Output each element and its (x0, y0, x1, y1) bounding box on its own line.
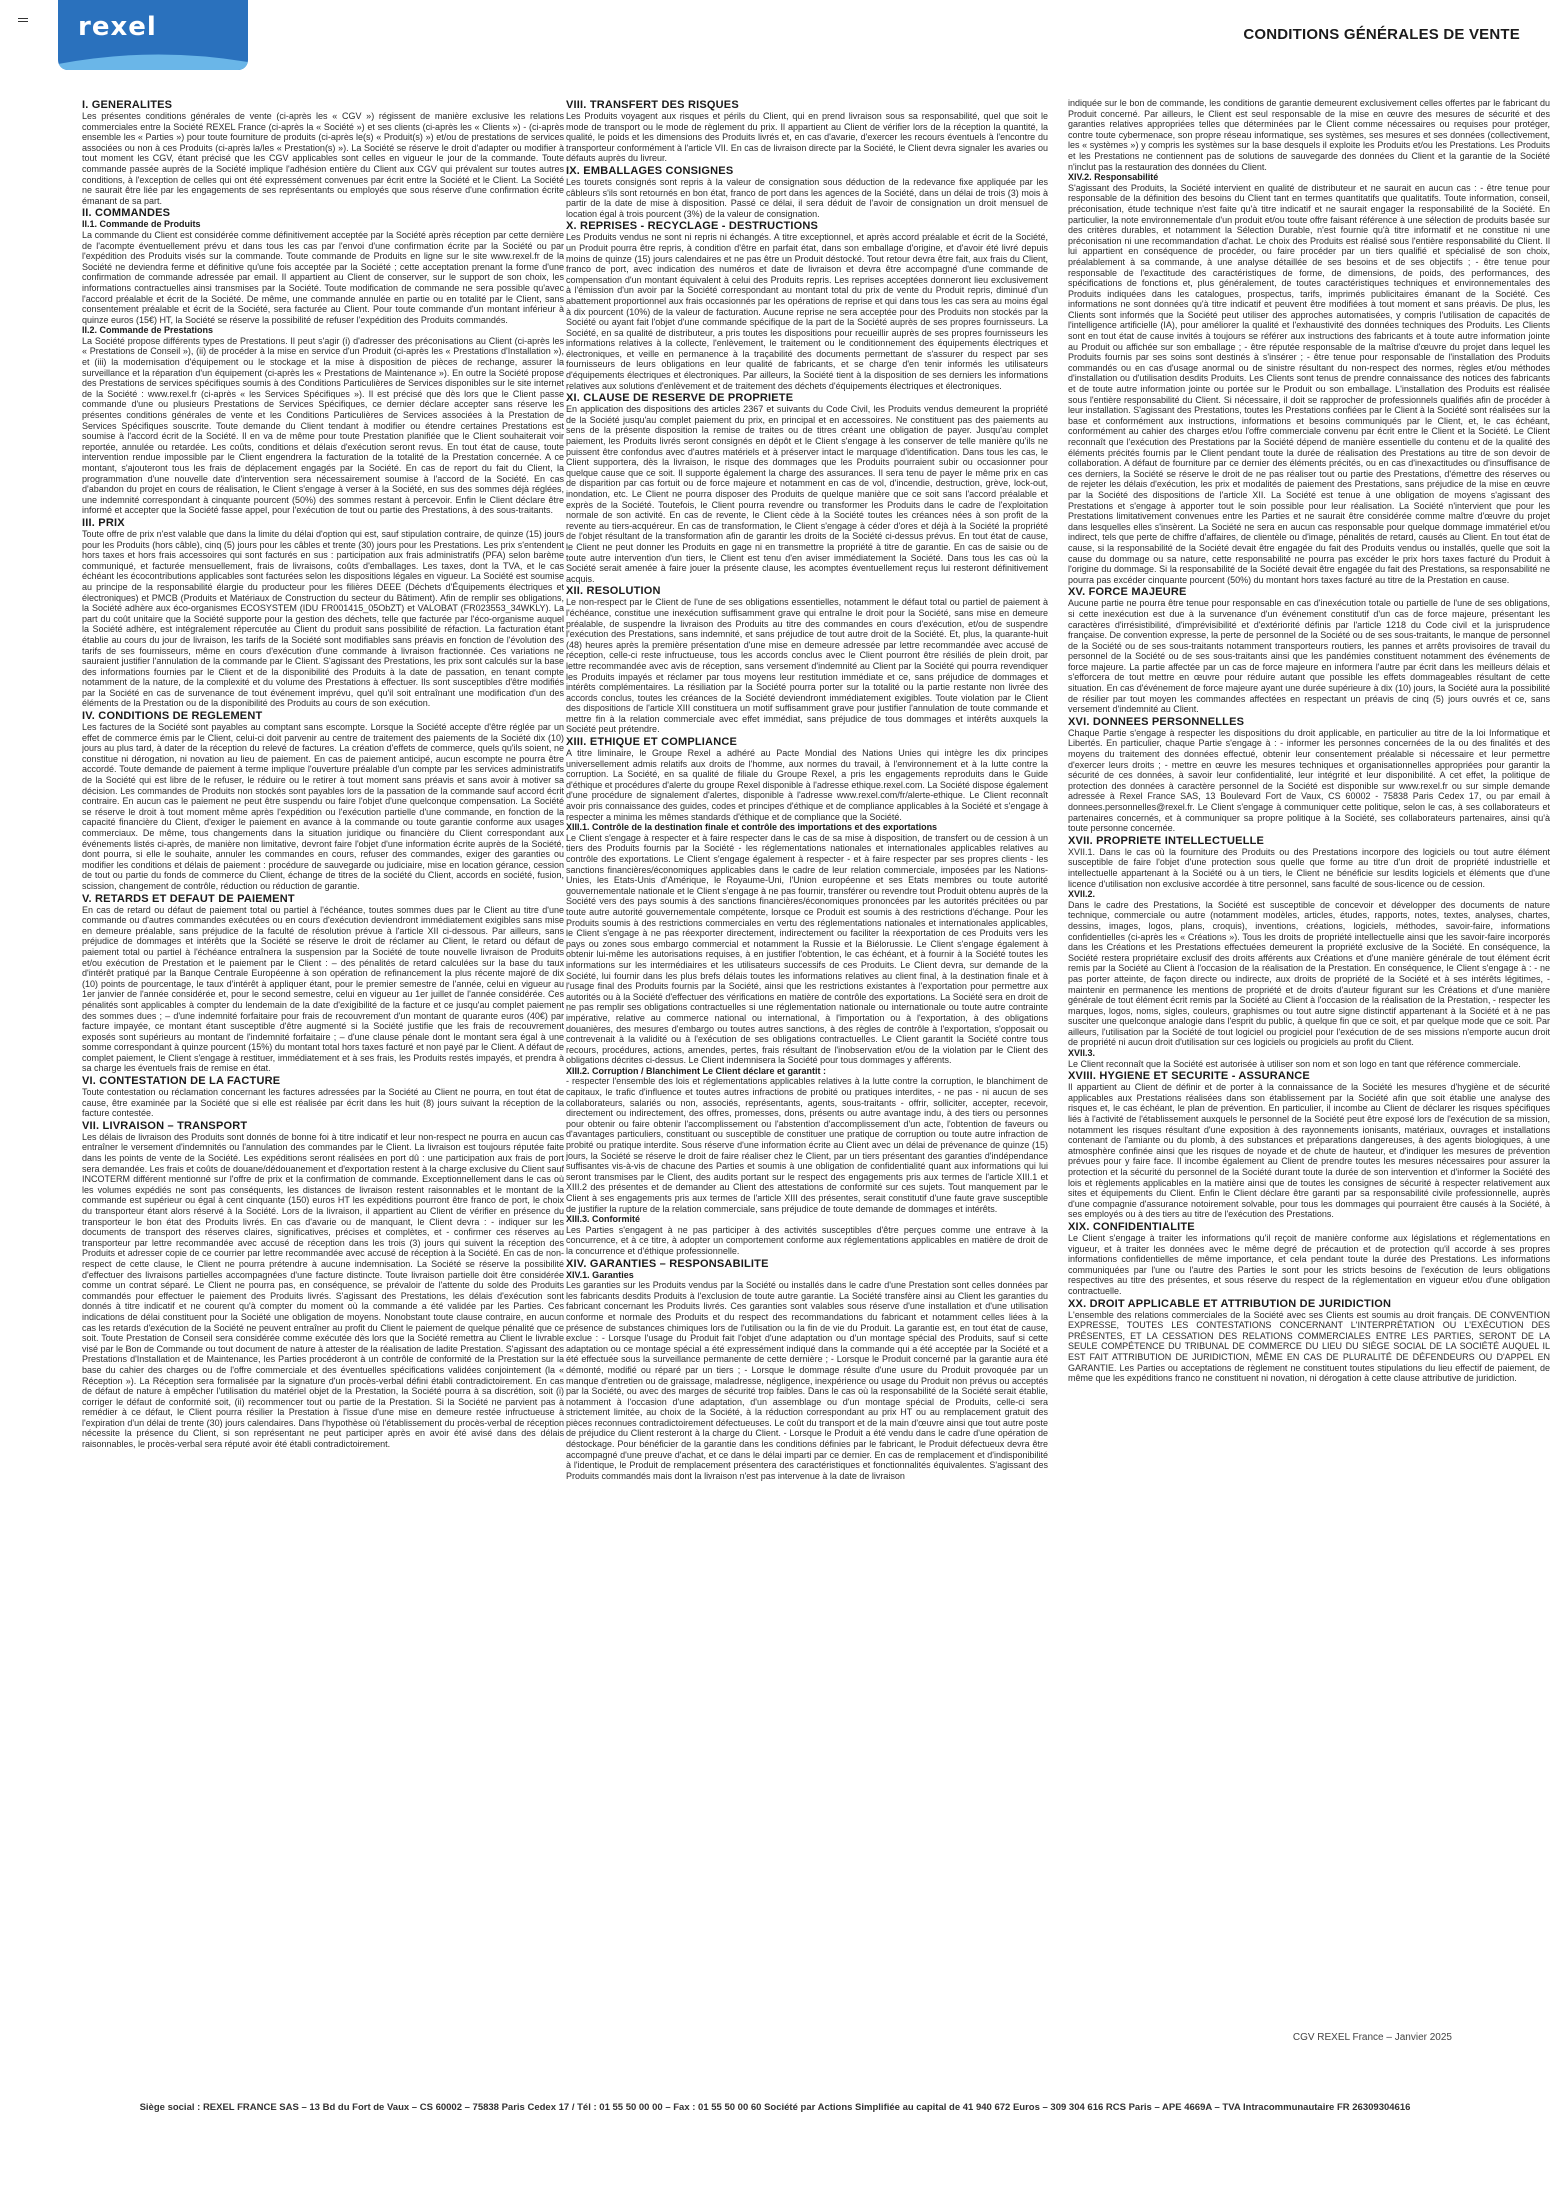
column-2 (566, 98, 1048, 2045)
section-heading: VII. LIVRAISON – TRANSPORT (82, 1119, 248, 1132)
menu-icon (18, 18, 28, 24)
subsection-heading: XIII.1. Contrôle de la destination finale et contrôle des importations et des exportations (566, 822, 938, 833)
subsection-heading: XIV.2. Responsabilité (1068, 172, 1159, 183)
paragraph: Les présentes conditions générales de vente (ci-après les « CGV ») régissent de manière exclusive les relations commerciales entre la Société REXEL France (ci-après la « Société ») et ses clients (ci-après les « Clients ») - (ci-après ensemble les « Parties ») pour toute fourniture de produits (ci-après le(s) « Produit(s) ») et/ou de prestations de services associées ou non à ces Produits (ci-après la/les « Prestation(s) »). La Société se réserve le droit d'adapter ou modifier à tout moment les CGV, étant précisé que les CGV applicables sont celles en vigueur le jour de la commande. Toute commande passée auprès de la Société implique l'adhésion entière du Client aux CGV qui prévalent sur toutes autres conditions, à l'exception de celles qui ont été expressément convenues par écrit entre la Société et le Client. La Société ne saurait être liée par les engagements de ses représentants ou employés que sous réserve d'une confirmation écrite émanant de sa part. (82, 111, 564, 206)
section-heading: XIX. CONFIDENTIALITE (1068, 1220, 1195, 1233)
paragraph: Les factures de la Société sont payables au comptant sans escompte. Lorsque la Société accepte d'être réglée par un effet de commerce émis par le Client, celui-ci doit parvenir au centre de traitement des paiements de la Société dix (10) jours au plus tard, à dater de la réception du relevé de factures. La création d'effets de commerce, quels qu'ils soient, ne constitue ni dérogation, ni novation au lieu de paiement. En cas de paiement anticipé, aucun escompte ne pourra être accordé. Toute demande de paiement à terme implique l'ouverture préalable d'un compte par les services administratifs de la Société qui est libre de le refuser, le réduire ou le retirer à tout moment sans préavis et sans avoir à motiver sa décision. Les commandes de Produits non stockés sont payables lors de la passation de la commande sauf accord écrit contraire. En aucun cas le paiement ne peut être suspendu ou faire l'objet d'une quelconque compensation. La Société se réserve le droit à tout moment même après l'expédition ou l'exécution partielle d'une commande, en fonction de la capacité financière du Client, d'exiger le paiement en avance à la commande ou toute garantie conforme aux usages commerciaux. De même, tous changements dans la situation juridique ou financière du Client correspondant aux événements listés ci-après, de manière non limitative, devront faire l'objet d'une information écrite auprès de la Société, dont pourra, si elle le souhaite, annuler les commandes en cours, refuser des commandes, exiger des garanties ou modifier les conditions et délais de paiement : procédure de sauvegarde ou judiciaire, mise en location gérance, cession de tout ou partie du fonds de commerce du Client, échange de titres de la société du Client, accords en société, fusion, scission, changement de contrôle, réduction ou réduction de garantie. (82, 722, 564, 891)
section-heading: XVI. DONNEES PERSONNELLES (1068, 715, 1245, 728)
section-heading: XIII. ETHIQUE ET COMPLIANCE (566, 736, 738, 749)
column-1 (82, 98, 564, 2045)
paragraph: XVII.1. Dans le cas où la fourniture des Produits ou des Prestations incorpore des logiciels ou tout autre élément susceptible de faire l'objet d'une protection sous quelle que forme au titre d'un droit de propriété industrielle et intellectuelle appartenant à la Société ou à un tiers, le Client ne bénéficie sur lesdits logiciels et éléments que d'une licence d'utilisation non exclusive accordée à titre personnel, sans faculté de sous-licence ou de cession. (1068, 846, 1550, 889)
paragraph: A titre liminaire, le Groupe Rexel a adhéré au Pacte Mondial des Nations Unies qui intègre les dix principes universellement admis relatifs aux droits de l'homme, aux normes du travail, à l'environnement et à la lutte contre la corruption. La Société, en sa qualité de filiale du Groupe Rexel, a pris les engagements reproduits dans le Guide d'éthique et procédures d'alerte du groupe Rexel disponible à l'adresse ethique.rexel.com. La Société dispose également d'une procédure de signalement d'alertes, disponible à l'adresse www.rexel.com/fr/alerte-ethique. Le Client reconnaît avoir pris connaissance des guides, codes et principes d'éthique et de compliance applicables à la Société et s'engage à respecter a minima les mêmes standards d'éthique et de compliance que la Société. (566, 748, 1048, 822)
paragraph: - respecter l'ensemble des lois et réglementations applicables relatives à la lutte contre la corruption, le blanchiment de capitaux, le trafic d'influence et toutes autres infractions de probité ou pratiques interdites, - ne pas - ni aucun de ses collaborateurs, salariés ou non, associés, représentants, agents, sous-traitants - offrir, solliciter, accepter, recevoir, directement ou indirectement, des offres, promesses, dons, présents ou autre avantage indu, à des tiers ou personnes pour obtenir ou faire obtenir l'accomplissement ou l'abstention d'accomplissement d'un acte, l'obtention de faveurs ou d'avantages particuliers, constituant ou susceptible de constituer une pratique de corruption ou toute autre infraction de probité ou pratique interdite. Sous réserve d'une information écrite au Client avec un délai de prévenance de quinze (15) jours, la Société se réserve le droit de faire réaliser chez le Client, par un tiers présentant des garanties d'indépendance suffisantes vis-à-vis de chacune des Parties et soumis à une obligation de confidentialité quant aux informations qui lui seront transmises par le Client, des audits portant sur le respect des engagements pris aux termes de l'article XIII.1 et XIII.2 des présentes et de demander au Client des attestations de conformité sur ces sujets. Tout manquement par le Client à ses engagements pris aux termes de l'article XIII des présentes, serait constitutif d'une faute grave susceptible de justifier la rupture de la relation commerciale, sans préjudice de toute demande de dommages et intérêts. (566, 1076, 1048, 1214)
subsection-heading: II.1. Commande de Produits (82, 219, 201, 230)
document-version: CGV REXEL France – Janvier 2025 (1292, 2032, 1452, 2043)
rexel-logo[interactable] (58, 0, 248, 70)
paragraph: En cas de retard ou défaut de paiement total ou partiel à l'échéance, toutes sommes dues par le Client au titre d'une commande ou d'autres commandes exécutées ou en cours d'exécution deviendront immédiatement exigibles sans mise en demeure préalable, sans préjudice de la faculté de résolution prévue à l'article XII ci-dessous. Par ailleurs, sans préjudice de dommages et intérêts que la Société se réserve le droit de réclamer au Client, le retard ou défaut de paiement total ou partiel à l'échéance entraînera la suspension par la Société de toute nouvelle livraison de Produits et/ou exécution de Prestation et le paiement par le Client : – des pénalités de retard calculées sur la base du taux d'intérêt pratiqué par la Banque Centrale Européenne à son opération de refinancement la plus récente majoré de dix (10) points de pourcentage, le taux d'intérêt à appliquer étant, pour le premier semestre de l'année, celui en vigueur au 1er janvier de l'année considérée et, pour le second semestre, celui en vigueur au 1er juillet de l'année considérée. Ces pénalités sont applicables à compter du lendemain de la date d'exigibilité de la facture et ce jusqu'au complet paiement des sommes dues ; – d'une indemnité forfaitaire pour frais de recouvrement d'un montant de quarante euros (40€) par facture impayée, ce montant étant susceptible d'être augmenté si la Société justifie que les frais de recouvrement exposés sont supérieurs au montant de l'indemnité forfaitaire ; – d'une clause pénale dont le montant sera égal à une somme correspondant à quinze pourcent (15%) du montant total hors taxes facturé et non payé par le Client. A défaut de complet paiement, le Client s'engage à restituer, immédiatement et à ses frais, les Produits restés impayés, et prendra à sa charge les éventuels frais de remise en état. (82, 904, 564, 1074)
paragraph: L'ensemble des relations commerciales de la Société avec ses Clients est soumis au droit français. DE CONVENTION EXPRESSE, TOUTES LES CONTESTATIONS CONCERNANT L'INTERPRÉTATION OU L'EXÉCUTION DES PRÉSENTES, ET LA CESSATION DES RELATIONS COMMERCIALES ENTRE LES PARTIES, SERONT DE LA SEULE COMPÉTENCE DU TRIBUNAL DE COMMERCE DU LIEU DU SIÈGE SOCIAL DE LA SOCIÉTÉ AUQUEL IL EST FAIT ATTRIBUTION DE JURIDICTION, MÊME EN CAS DE PLURALITÉ DE DÉFENDEURS OU D'APPEL EN GARANTIE. Les Parties ou acceptations de règlement ne constituent toutes stipulations du lieu effectif de paiement, de même que les expéditions franco ne constituent ni novation, ni dérogation à cette clause attributive de juridiction. (1068, 1309, 1550, 1384)
section-heading: V. RETARDS ET DEFAUT DE PAIEMENT (82, 892, 295, 905)
document-title: CONDITIONS GÉNÉRALES DE VENTE (1243, 26, 1520, 43)
column-3 (1068, 98, 1550, 2045)
section-heading: XI. CLAUSE DE RESERVE DE PROPRIETE (566, 392, 794, 405)
paragraph: Les délais de livraison des Produits sont donnés de bonne foi à titre indicatif et leur non-respect ne pourra en aucun cas entraîner le versement d'indemnités ou l'annulation des commandes par le Client. La livraison est toujours réputée faite dans les points de vente de la Société. Les expéditions seront réalisées en port dû : une participation aux frais de port sera demandée. Les frais et coûts de douane/dédouanement et d'exportation restent à la charge exclusive du Client sauf INCOTERM différent mentionné sur l'offre de prix et la confirmation de commande. Exceptionnellement dans le cas où les volumes expédiés ne sont pas conséquents, les distances de livraison restent raisonnables et le montant de la commande est supérieur ou égal à cent cinquante (150) euros HT les expéditions pourront être franco de port, le choix du transporteur étant alors réservé à la Société. Lors de la livraison, il appartient au Client de vérifier en présence du transporteur le bon état des Produits livrés. En cas d'avarie ou de manquant, le Client devra : - indiquer sur les documents de transport des réserves claires, significatives, précises et complètes, et - confirmer ces réserves au transporteur par lettre recommandée avec accusé de réception dans les trois (3) jours qui suivent la réception des Produits et adresser copie de ce courrier par lettre recommandée avec accusé de réception à la Société. En cas de non-respect de cette clause, le Client ne pourra prétendre à aucune indemnisation. La Société se réserve la possibilité d'effectuer des livraisons partielles accompagnées d'une facture distincte. Toute livraison partielle doit être considérée comme un contrat séparé. Le Client ne pourra pas, en conséquence, se prévaloir de l'attente du solde des Produits commandés pour effectuer le paiement des Produits livrés. S'agissant des Prestations, les délais d'exécution sont donnés à titre indicatif et ne courent qu'à compter du moment où la commande a été validée par les Parties. Ces indications de délai constituent pour la Société une obligation de moyens. Nonobstant toute clause contraire, en aucun cas les retards d'exécution de la Société ne peuvent entraîner au profit du Client le paiement de quelque pénalité que ce soit. Toute Prestation de Conseil sera considérée comme exécutée dès lors que la Société remettra au Client le livrable visé par le Bon de Commande ou tout document de nature à attester de la réalisation de ladite Prestation. S'agissant des Prestations d'Installation et de Maintenance, les Parties procéderont à un contrôle de conformité de la Prestation sur la base du cahier des charges ou de l'offre commerciale et des éventuelles spécifications validées conjointement (la « Réception »). La Réception sera formalisée par la signature d'un procès-verbal défini établi contradictoirement. En cas de défaut de nature à empêcher l'utilisation du matériel objet de la Prestation, la Société pourra à sa discrétion, soit (i) corriger le défaut de conformité soit, (ii) recommencer tout ou partie de la Prestation. Si la Société ne parvient pas à remédier à ce défaut, le Client pourra résilier la Prestation à l'issue d'une mise en demeure restée infructueuse à l'expiration d'un délai de trente (30) jours calendaires. Dans l'hypothèse où l'établissement du procès-verbal de réception nécessite la présence du Client, si son représentant ne peut participer après en avoir été avisé dans des délais raisonnables, le procès-verbal sera réputé avoir été établi contradictoirement. (82, 1131, 564, 1450)
section-heading: II. COMMANDES (82, 207, 171, 220)
paragraph: La Société propose différents types de Prestations. Il peut s'agir (i) d'adresser des préconisations au Client (ci-après les « Prestations de Conseil »), (ii) de procéder à la mise en service d'un Produit (ci-après les « Prestations d'Installation »), et (iii) la modernisation d'équipement ou le stockage et la mise à disposition de pièces de rechange, assurer la surveillance et la réparation d'un équipement (ci-après les « Prestations de Maintenance »). En outre la Société propose des Prestations de services spécifiques soumis à des Conditions Particulières de Services disponibles sur le site internet de la Société : www.rexel.fr (ci-après « les Services Spécifiques »). Il est précisé que dès lors que le Client passe commande d'une ou plusieurs Prestations de Services Spécifiques, ce dernier déclare accepter sans réserve les présentes conditions générales de vente et les Conditions Particulières de Services associées à la Prestation de Services Spécifiques souscrite. Toute demande du Client tendant à modifier ou étendre certaines Prestations est soumise à l'accord écrit de la Société. Il en va de même pour toute Prestation planifiée que le Client souhaiterait voir reportée, annulée ou retardée. Les coûts, conditions et délais d'exécution seront revus. En tout état de cause, toute intervention rendue impossible par le Client engendrera la facturation de la totalité de la Prestation concernée. A ce montant, s'ajouteront tous les frais de déplacement engagés par la Société. En cas de report du fait du Client, la programmation d'une nouvelle date d'intervention sera nécessairement soumise à l'accord de la Société. En cas d'abandon du projet en cours de réalisation, le Client s'engage à verser à la Société, en sus des sommes déjà réglées, une indemnité correspondant à cinquante pourcent (50%) des sommes restant à percevoir. Enfin le Client déclare être informé et accepter que la Société fasse appel, pour l'exécution de tout ou partie des Prestations, à des sous-traitants. (82, 335, 564, 516)
paragraph: La commande du Client est considérée comme définitivement acceptée par la Société après réception par cette dernière de l'acompte éventuellement prévu et dans tous les cas par l'envoi d'une confirmation écrite par la Société ou par l'expédition des Produits visés sur la commande. Toute commande de Produits en ligne sur le site www.rexel.fr de la Société ne deviendra ferme et définitive qu'une fois acceptée par la Société ; cette acceptation prenant la forme d'une confirmation de commande adressée par email. Il appartient au Client de conserver, sur le support de son choix, les informations contractuelles ainsi transmises par la Société. Toute modification de commande ne sera possible qu'avec l'accord préalable et écrit de la Société. De même, une commande annulée en partie ou en totalité par le Client, sans consentement préalable et écrit de la Société, sera facturée au Client. Pour toute commande d'un montant inférieur à quinze euros (15€) HT, la Société se réserve la possibilité de refuser l'expédition des Produits commandés. (82, 229, 564, 325)
logo-wordmark: rexel (78, 12, 157, 42)
section-heading: XV. FORCE MAJEURE (1068, 586, 1187, 599)
section-heading: VI. CONTESTATION DE LA FACTURE (82, 1075, 281, 1088)
paragraph: indiquée sur le bon de commande, les conditions de garantie demeurent exclusivement celles offertes par le fabricant du Produit concerné. Par ailleurs, le Client est seul responsable de la mise en œuvre des mesures de sécurité et des garanties relatives appropriées telles que déterminées par le Client comme nécessaires ou requises pour protéger, contre toute cybermenace, son propre réseau informatique, ses systèmes, ses mesures et ses données (collectivement, les « systèmes ») y compris les systèmes sur la base desquels il exploite les Produits et/ou les Prestations. Les Produits et les Prestations ne contiennent pas de solutions de sauvegarde des données du Client et la garantie de la Société n'inclut pas la restauration des données du Client. (1068, 98, 1550, 172)
subsection-heading: XIII.2. Corruption / Blanchiment Le Client déclare et garantit : (566, 1065, 827, 1076)
paragraph: Les tourets consignés sont repris à la valeur de consignation sous déduction de la redevance fixe appliquée par les câbleurs s'ils sont retournés en bon état, franco de port dans les agences de la Société, dans un délai de trois (3) mois à partir de la date de mise à disposition. Passé ce délai, il sera déduit de l'avoir de consignation un droit mensuel de location égal à trois pourcent (3%) de la valeur de consignation. (566, 176, 1048, 219)
subsection-heading: XVII.2. (1068, 889, 1096, 900)
subsection-heading: II.2. Commande de Prestations (82, 325, 214, 336)
section-heading: XII. RESOLUTION (566, 585, 661, 598)
paragraph: Il appartient au Client de définir et de porter à la connaissance de la Société les mesures d'hygiène et de sécurité applicables aux Prestations réalisées dans son établissement par la Société afin que soit établie une analyse des risques et, le cas échéant, le plan de prévention. En particulier, il incombe au Client de déclarer les risques spécifiques liés à l'activité de l'établissement auxquels le personnel de la Société peut être exposé lors de l'exécution de sa mission, notamment les risques résultant d'une exposition à des rayonnements ionisants, matériaux, ouvrages et installations contenant de l'amiante ou du plomb, à des substances et préparations dangereuses, à des agents biologiques, à une atmosphère confinée ainsi que les risques de noyade et de chute de hauteur, et d'indiquer les mesures de prévention prévues pour y faire face. Il incombe également au Client de prendre toutes les mesures nécessaires pour assurer la protection et la sécurité du personnel de la Société durant toute la durée de son intervention et d'informer la Société des lois et règlements applicables en la matière ainsi que de toutes les consignes de sécurité à respecter relativement aux sites et équipements du Client. Enfin le Client déclare être garanti par sa responsabilité civile professionnelle, auprès d'une compagnie d'assurance notoirement solvable, pour tous les dommages qui pourraient être causés à la Société, à ses employés ou à des tiers au titre de l'exécution des Prestations. (1068, 1082, 1550, 1220)
paragraph: Les Produits vendus ne sont ni repris ni échangés. A titre exceptionnel, et après accord préalable et écrit de la Société, un Produit pourra être repris, à condition d'être en parfait état, dans son emballage d'origine, et d'avoir été livré depuis moins de quinze (15) jours calendaires et ne pas être un Produit déstocké. Tout retour devra être fait, aux frais du Client, franco de port, avec indication des numéros et date de livraison et devra être accompagné d'une commande de compensation d'un montant équivalent à celui des Produits repris. Les reprises acceptées donneront lieu exclusivement à l'émission d'un avoir par la Société correspondant au montant total du prix de vente du Produit repris, diminué d'un abattement proportionnel aux frais occasionnés par les opérations de reprise et qui dans tous les cas sera au moins égal à dix pourcent (10%) de la valeur de facturation. Aucune reprise ne sera acceptée pour des Produits non stockés par la Société ou ayant fait l'objet d'une commande spécifique de la part de la Société auprès de ses propres fournisseurs. La Société, en sa qualité de distributeur, a pris toutes les dispositions pour recueillir auprès de ses propres fournisseurs les informations relatives à la collecte, l'enlèvement, le traitement ou le conditionnement des équipements électriques et électroniques, et veille en permanence à la traçabilité des documents permettant de s'assurer du respect par ses fournisseurs de leurs obligations en leur qualité de fabricants, et se charge d'en tenir informés les utilisateurs d'équipements électriques et électroniques. Par ailleurs, la Société tient à la disposition de ses derniers les informations relatives aux solutions d'enlèvement et de traitement des déchets d'équipements électriques et électroniques. (566, 232, 1048, 391)
paragraph: Le Client s'engage à respecter et à faire respecter dans le cas de sa mise à disposition, de transfert ou de cession à un tiers des Produits fournis par la Société - les réglementations nationales et internationales applicables relatives au contrôle des exportations. Le Client s'engage également à respecter - et à faire respecter par ses propres clients - les sanctions financières/économiques applicables dans le cadre de leur relation commerciale, imposées par les Nations-Unies, les Etats-Unis d'Amérique, le Royaume-Uni, l'Union européenne et ses Etats membres ou toute autorité gouvernementale nationale et le Client s'engage à ne pas fournir, transférer ou revendre tout Produit obtenu auprès de la Société vers des pays soumis à des sanctions financières/économiques prononcées par les autorités précitées ou par toute autre autorité gouvernementale compétente, lorsque ce Produit est soumis à des restrictions d'échange. Pour les Produits soumis à des restrictions commerciales en vertu des réglementations nationales et internationales applicables, le Client s'engage à ne pas réexporter directement, indirectement ou faciliter la réexportation de ces Produits vers les pays ou zones sous embargo commercial et notamment la Russie et la Biélorussie. Le Client s'engage également à obtenir lui-même les autorisations requises, à en justifier l'obtention, le cas échéant, et à fournir à la Société toutes les informations sur les intermédiaires et les utilisateurs successifs de ces Produits. Le Client devra, sur demande de la Société, lui fournir dans les plus brefs délais toutes les informations relatives au client final, à la destination finale et à l'usage final des Produits fournis par la Société, ainsi que les restrictions existantes à l'exportation pour permettre aux autorités ou à la Société d'effectuer des vérifications en matière de contrôle des exportations. La Société sera en droit de ne pas remplir ses obligations contractuelles si une réglementation nationale ou internationale ou toute autre contrainte impérative, relative au commerce national ou international, à l'importation ou à l'exportation, à des obligations douanières, des mesures d'embargo ou toutes autres sanctions, à des règles de contrôle à l'exportation, s'opposait ou contrevenait à la validité ou à l'exécution de ses obligations contractuelles. Le Client garantit la Société contre tous recours, procédures, actions, amendes, pertes, frais résultant de l'inobservation et/ou de la violation par le Client des obligations décrites ci-dessus. Le Client indemnisera la Société pour tous dommages y afférents. (566, 832, 1048, 1066)
section-heading: X. REPRISES - RECYCLAGE - DESTRUCTIONS (566, 220, 819, 233)
paragraph: Le Client reconnaît que la Société est autorisée à utiliser son nom et son logo en tant que référence commerciale. (1068, 1058, 1521, 1069)
paragraph: S'agissant des Produits, la Société intervient en qualité de distributeur et ne saurait en aucun cas : - être tenue pour responsable de la définition des besoins du Client tant en termes quantitatifs que qualitatifs. Toute information, conseil, préconisation, étude technique n'est faite qu'à titre indicatif et ne saurait engager la responsabilité de la Société. En particulier, la note environnementale d'un produit et/ou toute offre faisant référence à une sélection de produits basée sur des critères durables, et notamment la Sélection Durable, n'est fournie qu'à titre informatif et ne constitue ni une préconisation ni une recommandation d'achat. Le choix des Produits est réalisé sous l'entière responsabilité du Client. Il lui appartient en conséquence de procéder, ou faire procéder par un tiers qualifié et spécialisé de son choix, préalablement à sa commande, à une analyse détaillée de ses besoins et de ses objectifs ; - être tenue pour responsable de l'exactitude des caractéristiques de forme, de dimensions, de poids, des performances, des spécifications de fonctions et, plus généralement, de toutes caractéristiques techniques et environnementales des Produits indiquées dans les catalogues, prospectus, tarifs, imprimés publicitaires émanant de la Société. Ces informations ne sont données qu'à titre indicatif et peuvent être modifiées à tout moment et sans préavis. De plus, les Clients sont informés que la Société peut utiliser des approches automatisées, y compris l'utilisation de capacités de l'intelligence artificielle (IA), pour améliorer la qualité et l'exhaustivité des données techniques des Produits. Les Clients sont en tout état de cause invités à toujours se référer aux instructions des fabricants et à toute autre information jointe au Produit ou affichée sur son emballage ; - être réputée responsable de la maîtrise d'œuvre du projet dans lequel les Produits fournis par ses soins sont destinés à s'insérer ; - être tenue pour responsable de l'installation des Produits commandés ou en cas d'usage anormal ou de sinistre résultant du non-respect des normes, règles et/ou méthodes d'installation ou d'utilisation desdits Produits. Les Clients sont tenus de prendre connaissance des notices des fabricants et de toute autre information jointe ou portée sur le Produit ou son emballage. L'installation des Produits est réalisée sous l'entière responsabilité du Client. Si nécessaire, il doit se rapprocher de professionnels qualifiés afin de procéder à leur installation. S'agissant des Prestations, toutes les Prestations confiées par le Client à la Société sont réalisées sur la base et conformément aux instructions, informations et besoins communiqués par le Client, et, le cas échéant, conformément au cahier des charges et/ou l'offre commerciale convenu par écrit entre le Client et la Société. Le Client reconnaît que l'exécution des Prestations par la Société dépend de manière essentielle du contenu et de la qualité des éléments précités fournis par le Client pendant toute la durée de réalisation des Prestations au titre de son devoir de collaboration. A défaut de fourniture par ce dernier des éléments précités, ou en cas d'inexactitudes ou d'insuffisance de ces derniers, la Société se réserve le droit de ne pas réaliser tout ou partie des Prestations, d'émettre des réserves ou de rejeter les délais d'exécution, les prix et modalités de paiement des Prestations, sans préjudice de la mise en œuvre par la Société des dispositions de l'article XII. La Société est tenue à une obligation de moyens s'agissant des Prestations et s'engage à apporter tout le soin possible pour leur réalisation. La Société n'intervient que pour les Prestations limitativement convenues entre les Parties et ne saurait être considérée comme maître d'œuvre du projet dans lesquelles elles s'insèrent. La Société ne sera en aucun cas responsable pour quelque dommage immatériel et/ou indirect, tels que perte de chiffre d'affaires, de clientèle ou d'image, pénalités de retard, causés au Client. En tout état de cause, si la responsabilité de la Société devait être engagée du fait des Produits vendus ou installés, quelle que soit la cause du dommage ou sa nature, cette responsabilité ne pourra pas excéder le prix hors taxes facturé du Produit à l'origine du dommage. Si la responsabilité de la Société devait être engagée du fait des Prestations, sa responsabilité ne pourra pas excéder cinquante pourcent (50%) du montant hors taxes facturé au titre de la Prestation en cause. (1068, 182, 1550, 585)
section-heading: XVIII. HYGIENE ET SECURITE - ASSURANCE (1068, 1070, 1310, 1083)
paragraph: Dans le cadre des Prestations, la Société est susceptible de concevoir et développer des documents de nature technique, commerciale ou autre (notamment modèles, articles, études, rapports, notes, textes, analyses, chartes, dessins, images, logos, plans, croquis), inventions, créations, logiciels, méthodes, savoir-faire, informations confidentielles (ci-après les « Créations »). Tous les droits de propriété intellectuelle ainsi que les savoir-faire incorporés dans les Créations et les Prestations effectuées demeurent la propriété exclusive de la Société. En conséquence, la Société restera propriétaire exclusif des droits afférents aux Créations et d'une manière générale de tout élément écrit remis par la Société au Client à l'occasion de la réalisation de la Prestation. En conséquence, le Client s'engage à : - ne pas porter atteinte, de façon directe ou indirecte, aux droits de propriété de la Société et à ses intérêts légitimes, - maintenir en permanence les mentions de propriété et de droits d'auteur figurant sur les Créations et d'une manière générale de tout élément écrit remis par la Société au Client à l'occasion de la réalisation de la Prestation, - respecter les marques, logos, noms, sigles, couleurs, graphismes ou tout autre signe distinctif appartenant à la Société et à ne pas susciter une quelconque analogie dans l'esprit du public, à quelque fin que ce soit, et par quelque mode que ce soit. Par ailleurs, l'utilisation par la Société de tout logiciel ou progiciel pour l'exécution de de ses missions n'emporte aucun droit de propriété ni aucun droit d'utilisation sur ces logiciels ou progiciels au profit du Client. (1068, 899, 1550, 1048)
paragraph: Les Produits voyagent aux risques et périls du Client, qui en prend livraison sous sa responsabilité, quel que soit le mode de transport ou le mode de règlement du prix. Il appartient au Client de vérifier lors de la réception la quantité, la qualité, le poids et les dimensions des Produits livrés et, en cas d'avarie, d'exercer les recours éventuels à l'encontre du transporteur conformément à l'article VII. En cas de livraison directe par la Société, le Client devra signaler les avaries ou défauts auprès du livreur. (566, 111, 1048, 164)
paragraph: Les Parties s'engagent à ne pas participer à des activités susceptibles d'être perçues comme une entrave à la concurrence, et à ce titre, à adopter un comportement conforme aux réglementations applicables en matière de droit de la concurrence et d'éthique professionnelle. (566, 1224, 1048, 1256)
paragraph: Les garanties sur les Produits vendus par la Société ou installés dans le cadre d'une Prestation sont celles données par les fabricants desdits Produits à l'exclusion de toute autre garantie. La Société transfère ainsi au Client les garanties du fabricant concernant les Produits livrés. Ces garanties sont valables sous réserve d'une installation et d'une utilisation conforme et normale des Produits et du respect des recommandations du fabricant et notamment celles liées à la présence de substances chimiques lors de l'utilisation ou la fin de vie du Produit. La garantie est, en tout état de cause, exclue : - Lorsque l'usage du Produit fait l'objet d'une adaptation ou d'un montage spécial des Produits, sauf si cette adaptation ou ce montage spécial a été expressément indiqué dans la commande qui a été acceptée par la Société et a été effectuée sous la surveillance permanente de cette dernière ; - Lorsque le Produit concerné par la garantie aura été démonté, modifié ou réparé par un tiers ; - Lorsque le dommage résulte d'une usure du Produit provoquée par un manque d'entretien ou de graissage, maladresse, négligence, inexpérience ou usage du Produit non prévus ou acceptés par la Société, ou avec des marges de sécurité trop faibles. Dans le cas où la responsabilité de la Société serait établie, notamment à l'occasion d'une adaptation, d'un assemblage ou d'un montage spécial de Produits, celle-ci sera strictement limitée, au choix de la Société, à la réduction correspondant au prix HT ou au remplacement gratuit des pièces reconnues contradictoirement défectueuses. Le coût du transport et de la main d'œuvre ainsi que tout autre poste de préjudice du Client resteront à la charge du Client. - Lorsque le Produit a été vendu dans le cadre d'une opération de déstockage. Pour bénéficier de la garantie dans les conditions définies par le fabricant, le Produit défectueux devra être accompagné d'une preuve d'achat, et ce dans le délai imparti par ce dernier. En cas de remplacement et d'indisponibilité à l'identique, le Produit de remplacement présentera des caractéristiques et fonctionnalités équivalentes. S'agissant des Produits commandés mais dont la livraison n'est pas intervenue à la date de livraison (566, 1280, 1048, 1481)
paragraph: Le non-respect par le Client de l'une de ses obligations essentielles, notamment le défaut total ou partiel de paiement à l'échéance, constitue une inexécution suffisamment grave qui entraîne le droit pour la Société, sans mise en demeure préalable, de suspendre la livraison des Produits au titre des commandes en cours d'exécution, et/ou de suspendre l'exécution des Prestations, sans indemnité, et sans préjudice de tout autre droit de la Société. Et, plus, la quarante-huit (48) heures après la première présentation d'une mise en demeure adressée par lettre recommandée avec accusé de réception, celle-ci reste infructueuse, tous les accords conclus avec le Client pourront être résiliés de plein droit, par lettre recommandée avec avis de réception, sans versement d'indemnité au Client par la Société qui pourra revendiquer les Produits impayés et réclamer par tous moyens leur restitution immédiate et ce, sans préjudice de dommages et intérêts complémentaires. La résiliation par la Société pourra porter sur la totalité ou la partie restante non livrée des accords conclus, toutes les créances de la Société deviendront immédiatement exigibles. Toute violation par le Client des dispositions de l'article XIII constituera un motif suffisamment grave pour justifier l'annulation de toute commande et mettre fin à la relation commerciale avec effet immédiat, sans préjudice de tous dommages et intérêts auxquels la Société peut prétendre. (566, 597, 1048, 735)
section-heading: XX. DROIT APPLICABLE ET ATTRIBUTION DE JURIDICTION (1068, 1297, 1392, 1310)
paragraph: Toute contestation ou réclamation concernant les factures adressées par la Société au Client ne pourra, en tout état de cause, être examinée par la Société que si elle est réalisée par écrit dans les huit (8) jours suivant la réception de la facture contestée. (82, 1087, 564, 1119)
subsection-heading: XIII.3. Conformité (566, 1214, 641, 1225)
logo-swoosh-icon (58, 52, 248, 70)
section-heading: XIV. GARANTIES – RESPONSABILITE (566, 1257, 769, 1270)
section-heading: I. GENERALITES (82, 99, 173, 111)
section-heading: IX. EMBALLAGES CONSIGNES (566, 164, 734, 177)
paragraph: En application des dispositions des articles 2367 et suivants du Code Civil, les Produits vendus demeurent la propriété de la Société jusqu'au complet paiement du prix, en principal et en accessoires. Ne constituent pas des paiements au sens de la présente disposition la remise de traites ou de titres créant une obligation de payer. Jusqu'au complet paiement, les Produits livrés seront consignés en dépôt et le Client s'engage à les conserver de telle manière qu'ils ne puissent être confondus avec d'autres matériels et à préserver intact le marquage d'identification. Dans tous les cas, le Client supportera, dès la livraison, le risque des dommages que les Produits pourraient subir ou occasionner pour quelque cause que ce soit. Il supporte également la charge des assurances. Il sera tenu de payer le même prix en cas de disparition par cas fortuit ou de force majeure et notamment en cas de vol, d'incendie, destruction, grève, lock-out, inondation, etc. Le Client ne pourra disposer des Produits de quelque manière que ce soit sans l'accord préalable et exprès de la Société. Toutefois, le Client pourra revendre ou transformer les Produits dans le cadre de l'exploitation normale de son activité. En cas de revente, le Client cède à la Société toutes les créances nées à son profit de la revente au tiers-acquéreur. En cas de transformation, le Client s'engage à céder d'ores et déjà à la Société la propriété de l'objet résultant de la transformation afin de garantir les droits de la Société ci-dessus prévus. En tout état de cause, le Client ne peut donner les Produits en gage ni en transmettre la propriété à titre de garantie. En cas de saisie ou de toute autre intervention d'un tiers, le Client est tenu d'en aviser immédiatement la Société. Dans tous les cas où la Société serait amenée à faire jouer la présente clause, les acomptes éventuellement reçus lui resteront définitivement acquis. (566, 404, 1048, 584)
section-heading: XVII. PROPRIETE INTELLECTUELLE (1068, 834, 1265, 847)
paragraph: Aucune partie ne pourra être tenue pour responsable en cas d'inexécution totale ou partielle de l'une de ses obligations, si cette inexécution est due à la survenance d'un événement constitutif d'un cas de force majeure, présentant les caractères d'irrésistibilité, d'imprévisibilité et d'extériorité définis par l'article 1218 du Code civil et la jurisprudence française. De convention expresse, la perte de personnel de la Société ou de ses sous-traitants, le manque de personnel de la Société ou de ses sous-traitants notamment transporteurs routiers, les pannes et arrêts provisoires de travail du personnel de la Société ou de ses sous-traitants ainsi que les pandémies constituent notamment des événements de force majeure. La partie affectée par un cas de force majeure en informera l'autre par écrit dans les meilleurs délais et s'efforcera de tout mettre en œuvre pour réduire autant que possible les effets dommageables résultant de cette situation. En cas d'événement de force majeure ayant une durée supérieure à dix (10) jours, la Société aura la possibilité de résilier par tout moyen les commandes affectées en respectant un préavis de cinq (5) jours ouvrés et ce, sans versement d'indemnité au Client. (1068, 598, 1550, 715)
subsection-heading: XVII.3. (1068, 1048, 1096, 1059)
section-heading: III. PRIX (82, 516, 125, 529)
section-heading: VIII. TRANSFERT DES RISQUES (566, 99, 739, 111)
footer-legal: Siège social : REXEL FRANCE SAS – 13 Bd du Fort de Vaux – CS 60002 – 75838 Paris Cedex 17 / Tél : 01 55 50 00 00 – Fax : 01 55 50 00 60 Société par Actions Simplifiée au capital de 41 940 672 Euros – 309 304 616 RCS Paris – APE 4669A – TVA Intracommunautaire FR 26309304616 (139, 2102, 1411, 2113)
section-heading: IV. CONDITIONS DE REGLEMENT (82, 710, 263, 723)
subsection-heading: XIV.1. Garanties (566, 1269, 634, 1280)
paragraph: Le Client s'engage à traiter les informations qu'il reçoit de manière conforme aux législations et réglementations en vigueur, et à traiter les données avec le même degré de précaution et de protection qu'il accorde à ses propres informations confidentielles de même importance, et cela pendant toute la durée des Prestations. Les informations communiquées par l'une ou l'autre des Parties le sont pour les stricts besoins de l'exécution de leurs obligations respectives au titre des présentes, et sous réserve du respect de la réglementation en vigueur et/ou d'une obligation contractuelle. (1068, 1232, 1550, 1296)
paragraph: Toute offre de prix n'est valable que dans la limite du délai d'option qui est, sauf stipulation contraire, de quinze (15) jours pour les Produits (hors câble), cinq (5) jours pour les câbles et trente (30) jours pour les Prestations. Les prix s'entendent hors taxes et hors frais accessoires qui sont facturés en sus : participation aux frais administratifs (PFA) selon barème communiqué, et facturée mensuellement, frais de livraisons, coûts d'emballages. Les taxes, dont la TVA, et le cas échéant les écocontributions applicables sont facturées selon les dispositions légales en vigueur. La Société est soumise au principe de la responsabilité élargie du producteur pour les filières DEEE (Déchets d'Équipements électriques et électroniques) et PMCB (Produits et Matériaux de Construction du secteur du Bâtiment). Afin de remplir ses obligations, la Société adhère aux éco-organismes ECOSYSTEM (IDU FR001415_05ObZT) et VALOBAT (FR023553_34WKLY). La part du coût unitaire que la Société supporte pour la gestion des déchets, telle que facturée par l'éco-organisme auquel la Société adhère, est intégralement répercutée au Client du produit sans possibilité de réfaction. La facturation étant établie au cours du jour de livraison, les tarifs de la Société sont modifiables sans préavis en fonction de l'évolution des tarifs de ses fournisseurs, même en cours d'exécution d'une commande à livraison fractionnée. Ces variations ne sauraient justifier l'annulation de la commande par le Client. S'agissant des Prestations, les prix sont calculés sur la base des informations fournies par le Client et de la disponibilité des Produits à la date de passation, en tenant compte notamment de la nature, de la complexité et du volume des Prestations à effectuer. Ils sont susceptibles d'être modifiés par la Société en cas de survenance de tout événement imprévu, quel qu'il soit entraînant une modification d'un des éléments de la Prestation ou de la disponibilité des Produits au cours de son exécution. (82, 528, 564, 709)
paragraph: Chaque Partie s'engage à respecter les dispositions du droit applicable, en particulier au titre de la loi Informatique et Libertés. En particulier, chaque Partie s'engage à : - informer les personnes concernées de la ou des finalités et des moyens du traitement des données effectué, obtenir leur consentement préalable si nécessaire et leur permettre d'exercer leurs droits ; - mettre en œuvre les mesures techniques et organisationnelles appropriées pour garantir la sécurité de ces données, à savoir leur confidentialité, leur intégrité et leur disponibilité. A cet effet, la politique de protection des données à caractère personnel de la Société est disponible sur www.rexel.fr ou sur simple demande adressée à Rexel France SAS, 13 Boulevard Fort de Vaux, CS 60002 - 75838 Paris Cedex 17, ou par email à donnees.personnelles@rexel.fr. Le Client s'engage à communiquer cette politique, selon le cas, à ses collaborateurs et partenaires concernés, et à communiquer sa propre politique à la Société, ses collaborateurs partenaires, ainsi qu'à toute personne concernée. (1068, 727, 1550, 834)
